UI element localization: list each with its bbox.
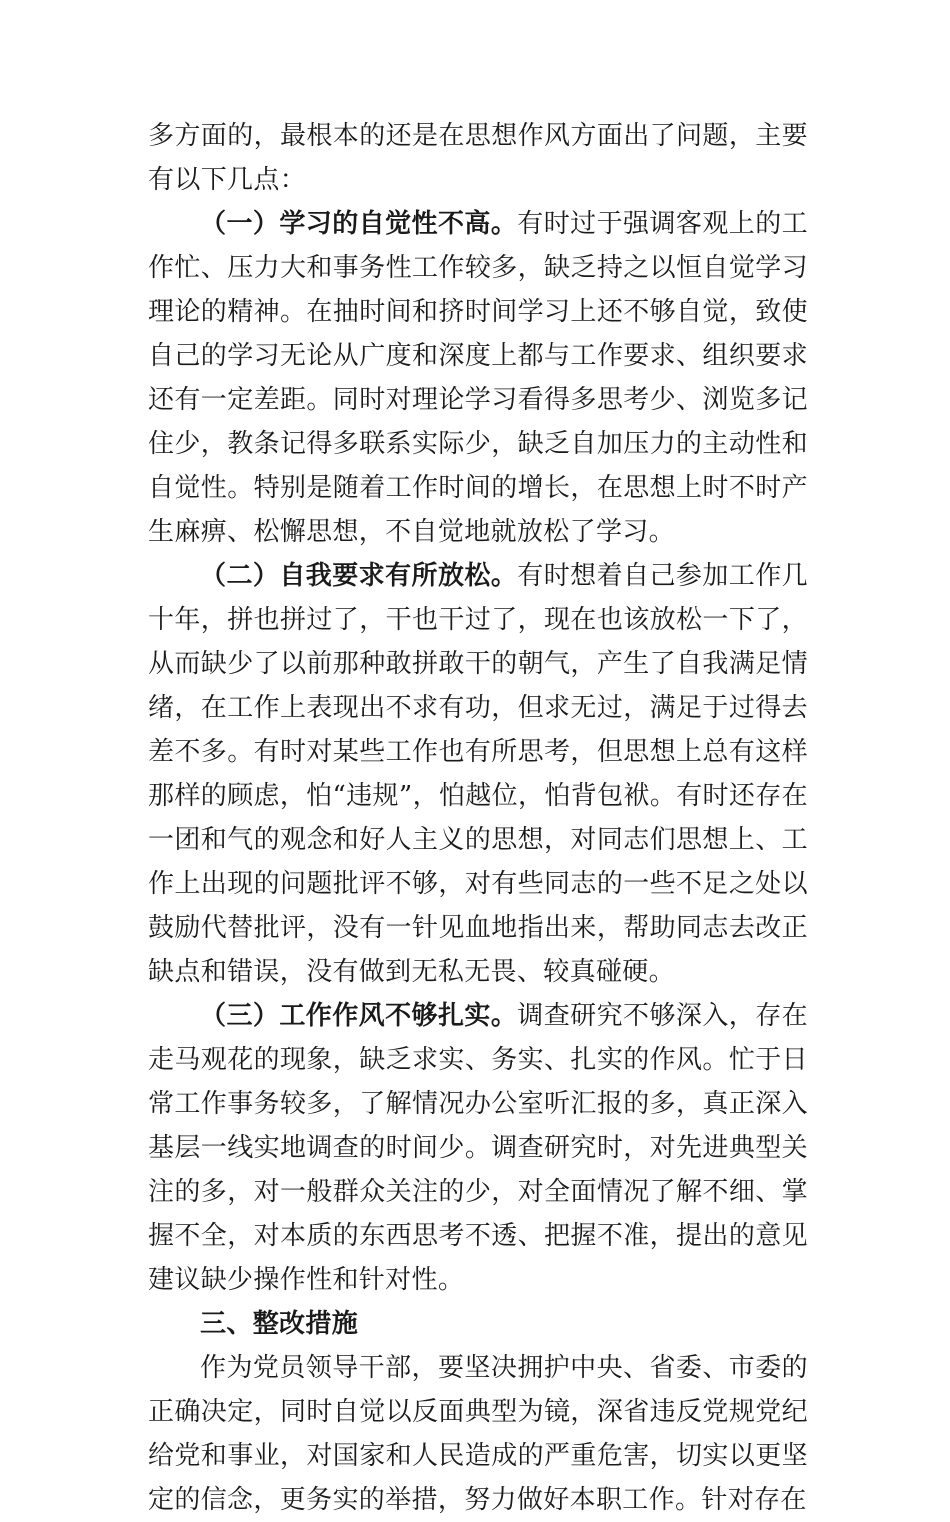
- paragraph-intro: [148, 114, 808, 202]
- section-heading: 三、整改措施: [200, 1309, 359, 1339]
- paragraph-self-requirement: [148, 554, 808, 994]
- paragraph-work-style: [148, 994, 808, 1302]
- paragraph-text: 作为党员领导干部，要坚决拥护中央、省委、市委的正确决定，同时自觉以反面典型为镜，深省违反党规党纪给党和事业，对国家和人民造成的严重危害，切实以更坚定的信念，更务实的举措，努力做好本职工作。针对存在: [148, 1353, 808, 1515]
- paragraph-text: 有时想着自己参加工作几十年，拼也拼过了，干也干过了，现在也该放松一下了，从而缺少了以前那种敢拼敢干的朝气，产生了自我满足情绪，在工作上表现出不求有功，但求无过，满足于过得去差不多。有时对某些工作也有所思考，但思想上总有这样那样的顾虑，怕“违规”，怕越位，怕背包袱。有时还存在一团和气的观念和好人主义的思想，对同志们思想上、工作上出现的问题批评不够，对有些同志的一些不足之处以鼓励代替批评，没有一针见血地指出来，帮助同志去改正缺点和错误，没有做到无私无畏、较真碰硬。: [148, 561, 808, 987]
- paragraph-lead: （一）学习的自觉性不高。: [200, 209, 518, 239]
- paragraph-text: 多方面的，最根本的还是在思想作风方面出了问题，主要有以下几点：: [148, 121, 808, 195]
- paragraph-lead: （二）自我要求有所放松。: [200, 561, 518, 591]
- paragraph-study-awareness: [148, 202, 808, 554]
- paragraph-text: 有时过于强调客观上的工作忙、压力大和事务性工作较多，缺乏持之以恒自觉学习理论的精神。在抽时间和挤时间学习上还不够自觉，致使自己的学习无论从广度和深度上都与工作要求、组织要求还有一定差距。同时对理论学习看得多思考少、浏览多记住少，教条记得多联系实际少，缺乏自加压力的主动性和自觉性。特别是随着工作时间的增长，在思想上时不时产生麻痹、松懈思想，不自觉地就放松了学习。: [148, 209, 808, 547]
- document-body: [148, 114, 808, 1522]
- paragraph-lead: （三）工作作风不够扎实。: [200, 1001, 518, 1031]
- paragraph-text: 调查研究不够深入，存在走马观花的现象，缺乏求实、务实、扎实的作风。忙于日常工作事务较多，了解情况办公室听汇报的多，真正深入基层一线实地调查的时间少。调查研究时，对先进典型关注的多，对一般群众关注的少，对全面情况了解不细、掌握不全，对本质的东西思考不透、把握不准，提出的意见建议缺少操作性和针对性。: [148, 1001, 808, 1295]
- paragraph-closing: [148, 1346, 808, 1522]
